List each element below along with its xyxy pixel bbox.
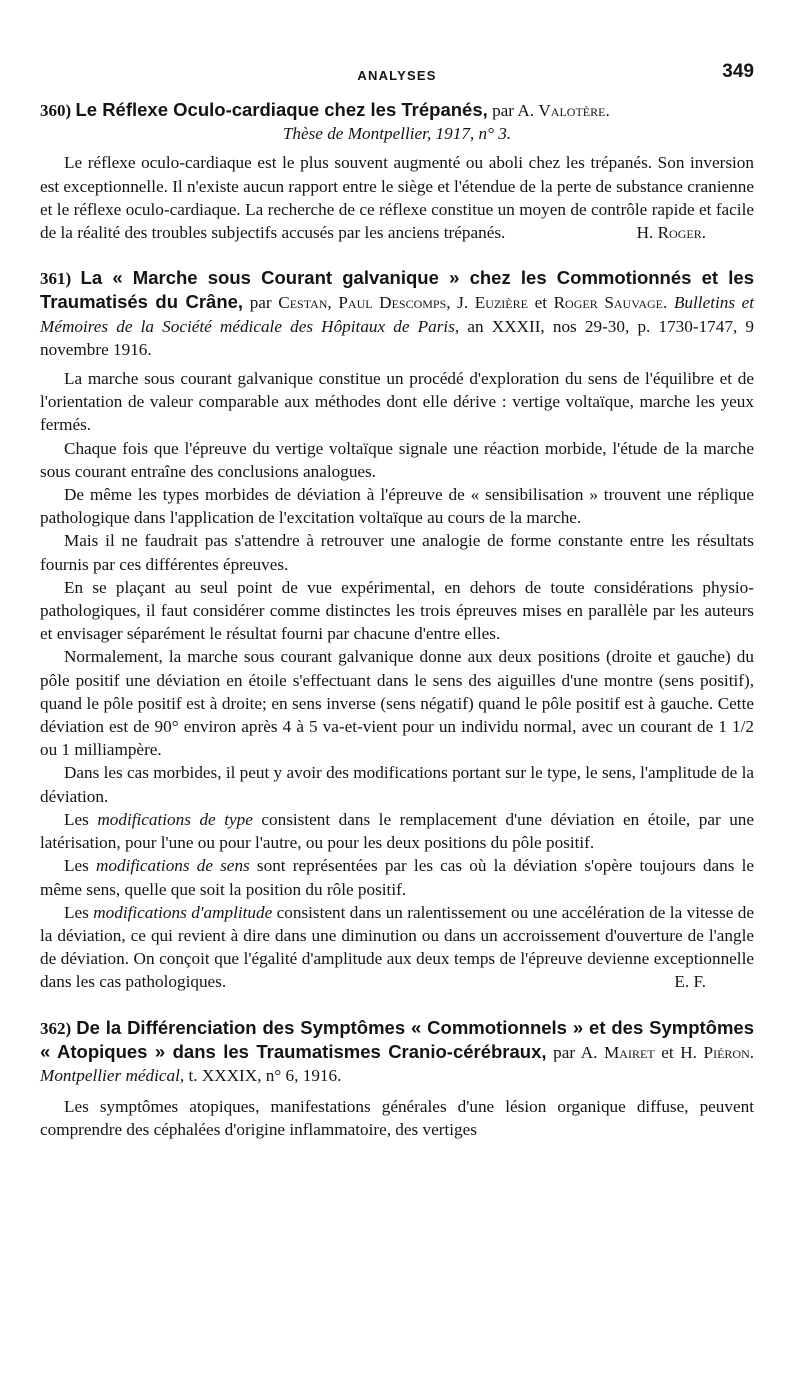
entry-362 bbox=[40, 1016, 754, 1142]
entry-360-paragraph bbox=[40, 151, 754, 244]
entry-361-by: par bbox=[249, 293, 272, 313]
entry-360-author: Valotère. bbox=[538, 101, 610, 120]
entry-360-number: 360) bbox=[40, 101, 72, 120]
entry-361-paragraph-10 bbox=[40, 901, 754, 994]
page-number: 349 bbox=[722, 61, 754, 82]
entry-362-heading bbox=[40, 1016, 754, 1088]
entry-361-source: Bulletins et Mémoires de la Société médicale des Hôpitaux de Paris, bbox=[40, 293, 755, 336]
p9-text: sont représentées par les cas où la déviation s'opère toujours dans le même sens, quelle que soit la position du rôle positif. bbox=[40, 856, 755, 899]
entry-361-paragraph-2: Chaque fois que l'épreuve du vertige voltaïque signale une réaction morbide, l'étude de la marche sous courant entraîne des conclusions analogues. bbox=[40, 438, 754, 481]
entry-362-paragraph-1: Les symptômes atopiques, manifestations générales d'une lésion organique diffuse, peuvent comprendre des céphalées d'origine inflammatoire, des vertiges bbox=[40, 1097, 754, 1140]
entry-361-heading bbox=[40, 266, 754, 361]
entry-362-author-1: Mairet bbox=[604, 1042, 655, 1062]
entry-361-paragraph-8 bbox=[40, 808, 754, 854]
entry-361-and: et bbox=[534, 293, 547, 313]
section-spacer bbox=[40, 994, 754, 1008]
p9-lead: Les bbox=[64, 856, 89, 876]
running-head-title: ANALYSES bbox=[357, 68, 437, 83]
entry-361-paragraph-9 bbox=[40, 854, 754, 900]
p8-text: consistent dans le remplacement d'une déviation en étoile, par une latérisation, pour l'une ou pour l'autre, ou pour les deux positions du pôle positif. bbox=[40, 809, 755, 853]
entry-362-by: par A. bbox=[553, 1042, 598, 1062]
entry-361-paragraph-1: La marche sous courant galvanique constitue un procédé d'exploration du sens de l'équilibre et de l'orientation de valeur comparable aux méthodes dont elle dérive : vertige voltaïque, marche les yeux fermés. bbox=[40, 369, 754, 435]
p8-lead: Les bbox=[64, 809, 89, 829]
entry-361-signature: E. F. bbox=[674, 972, 706, 992]
running-head bbox=[40, 56, 754, 90]
section-spacer bbox=[40, 244, 754, 258]
entry-362-number: 362) bbox=[40, 1018, 72, 1038]
entry-360-text: Le réflexe oculo-cardiaque est le plus souvent augmenté ou aboli chez les trépanés. Son inversion est exceptionnelle. Il n'existe aucun rapport entre le siège et l'étendue de la perte de substance cranienne et le réflexe oculo-cardiaque. La recherche de ce réflexe constitue un moyen de contrôle rapide et facile de la réalité des troubles subjectifs accusés par les anciens trépanés. bbox=[40, 153, 754, 243]
entry-361 bbox=[40, 266, 754, 993]
entry-360-source: Thèse de Montpellier, 1917, n° 3. bbox=[282, 124, 512, 144]
p10-lead: Les bbox=[64, 902, 89, 922]
entry-362-source-details: t. XXXIX, n° 6, 1916. bbox=[188, 1065, 342, 1085]
entry-362-and: et H. bbox=[661, 1042, 697, 1062]
entry-360-signature: H. Roger. bbox=[636, 223, 706, 243]
entry-361-number: 361) bbox=[40, 269, 72, 289]
p10-term: modifications d'amplitude bbox=[93, 902, 273, 922]
entry-361-paragraph-4: Mais il ne faudrait pas s'attendre à retrouver une analogie de forme constante entre les résultats fournis par ces différentes épreuves. bbox=[40, 531, 754, 574]
p8-term: modifications de type bbox=[97, 809, 253, 829]
entry-361-paragraph-3: De même les types morbides de déviation à l'épreuve de « sensibilisation » trouvent une réplique pathologique dans l'application de l'excitation voltaïque au cours de la marche. bbox=[40, 485, 754, 528]
entry-362-source: Montpellier médical, bbox=[40, 1065, 185, 1085]
entry-360-title: Le Réflexe Oculo-cardiaque chez les Trépanés, bbox=[75, 99, 488, 120]
entry-361-paragraph-7: Dans les cas morbides, il peut y avoir des modifications portant sur le type, le sens, l'amplitude de la déviation. bbox=[40, 763, 754, 806]
p9-term: modifications de sens bbox=[96, 856, 250, 876]
entry-361-authors: Cestan, Paul Descomps, J. Euzière bbox=[278, 293, 528, 313]
entry-361-paragraph-6: Normalement, la marche sous courant galvanique donne aux deux positions (droite et gauche) du pôle positif une déviation en étoile s'effectuant dans le sens des aiguilles d'une montre (sens positif), quand le pôle positif est à droite; en sens inverse (sens négatif) quand le pôle positif est à gauche. Cette déviation est de 90° environ après 4 à 5 va-et-vient pour un individu normal, avec un courant de 1 1/2 ou 1 milliampère. bbox=[40, 647, 754, 760]
entry-361-title: La « Marche sous Courant galvanique » chez les Commotionnés et les Traumatisés du Crâne, bbox=[40, 267, 754, 313]
entry-362-author-2: Piéron. bbox=[703, 1042, 755, 1062]
p10-text: consistent dans un ralentissement ou une accélération de la vitesse de la déviation, ce qui revient à dire dans une diminution ou dans un accroissement d'ouverture de l'angle de déviation. On conçoit que l'égalité d'amplitude aux deux temps de l'épreuve devienne exceptionnelle dans les cas pathologiques. bbox=[40, 902, 755, 992]
entry-362-title: De la Différenciation des Symptômes « Commotionnels » et des Symptômes « Atopiques » dans les Traumatismes Cranio-cérébraux, bbox=[40, 1016, 754, 1062]
entry-361-paragraph-5: En se plaçant au seul point de vue expérimental, en dehors de toute considérations physio-pathologiques, il faut considérer comme distinctes les trois épreuves mises en parallèle par les auteurs et envisager séparément le résultat fourni par chacune d'entre elles. bbox=[40, 577, 754, 644]
entry-361-authors-2: Roger Sauvage. bbox=[553, 293, 668, 313]
entry-360-heading bbox=[40, 98, 754, 122]
entry-360 bbox=[40, 98, 754, 244]
entry-360-by: par A. bbox=[492, 101, 535, 120]
entry-361-source-details: an XXXII, nos 29-30, p. 1730-1747, 9 novembre 1916. bbox=[40, 316, 754, 359]
